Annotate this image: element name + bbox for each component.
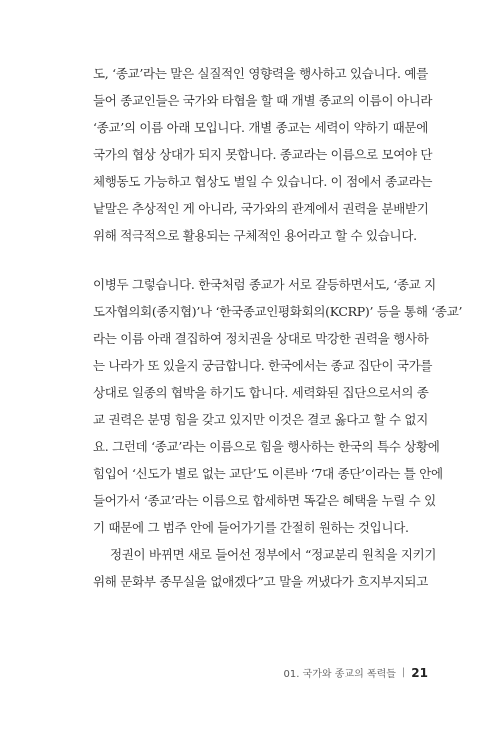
page-footer: [284, 665, 428, 680]
text-line: ‘종교’의 이름 아래 모입니다. 개별 종교는 세력이 약하기 때문에: [93, 120, 428, 135]
text-line: 들어가서 ‘종교’라는 이름으로 합세하면 똑같은 혜택을 누릴 수 있: [93, 493, 436, 508]
text-line: 체행동도 가능하고 협상도 벌일 수 있습니다. 이 점에서 종교라는: [93, 174, 433, 189]
text-line: 는 나라가 또 있을지 궁금합니다. 한국에서는 종교 집단이 국가를: [93, 358, 433, 373]
text-line: 요. 그런데 ‘종교’라는 이름으로 힘을 행사하는 한국의 특수 상황에: [93, 439, 440, 454]
text-line: 이병두 그렇습니다. 한국처럼 종교가 서로 갈등하면서도, ‘종교 지: [93, 277, 436, 292]
chapter-title: 01. 국가와 종교의 폭력들: [283, 669, 396, 680]
text-line: 상대로 일종의 협박을 하기도 합니다. 세력화된 집단으로서의 종: [93, 385, 429, 400]
text-line: 라는 이름 아래 결집하여 정치권을 상대로 막강한 권력을 행사하: [93, 331, 429, 346]
text-line: 교 권력은 분명 힘을 갖고 있지만 이것은 결코 옳다고 할 수 없지: [93, 412, 428, 427]
text-line: 도, ‘종교’라는 말은 실질적인 영향력을 행사하고 있습니다. 예를: [93, 66, 428, 81]
text-line: 들어 종교인들은 국가와 타협을 할 때 개별 종교의 이름이 아니라: [93, 93, 433, 108]
text-line: 정권이 바뀌면 새로 들어선 정부에서 “정교분리 원칙을 지키기: [110, 547, 437, 562]
text-line: 위해 적극적으로 활용되는 구체적인 용어라고 할 수 있습니다.: [93, 228, 417, 243]
text-line: 국가의 협상 상대가 되지 못합니다. 종교라는 이름으로 모여야 단: [93, 147, 433, 162]
text-line: 낱말은 추상적인 게 아니라, 국가와의 관계에서 권력을 분배받기: [93, 201, 429, 216]
text-line: 힘입어 ‘신도가 별로 없는 교단’도 이른바 ‘7대 종단’이라는 틀 안에: [93, 466, 443, 481]
footer-separator: |: [401, 667, 406, 678]
text-line: 도자협의회(종지협)’나 ‘한국종교인평화회의(KCRP)’ 등을 통해 ‘종교’: [93, 304, 463, 319]
text-line: 위해 문화부 종무실을 없애겠다”고 말을 꺼냈다가 흐지부지되고: [93, 574, 428, 589]
text-line: 기 때문에 그 범주 안에 들어가기를 간절히 원하는 것입니다.: [93, 520, 409, 535]
page-number: 21: [411, 665, 428, 680]
